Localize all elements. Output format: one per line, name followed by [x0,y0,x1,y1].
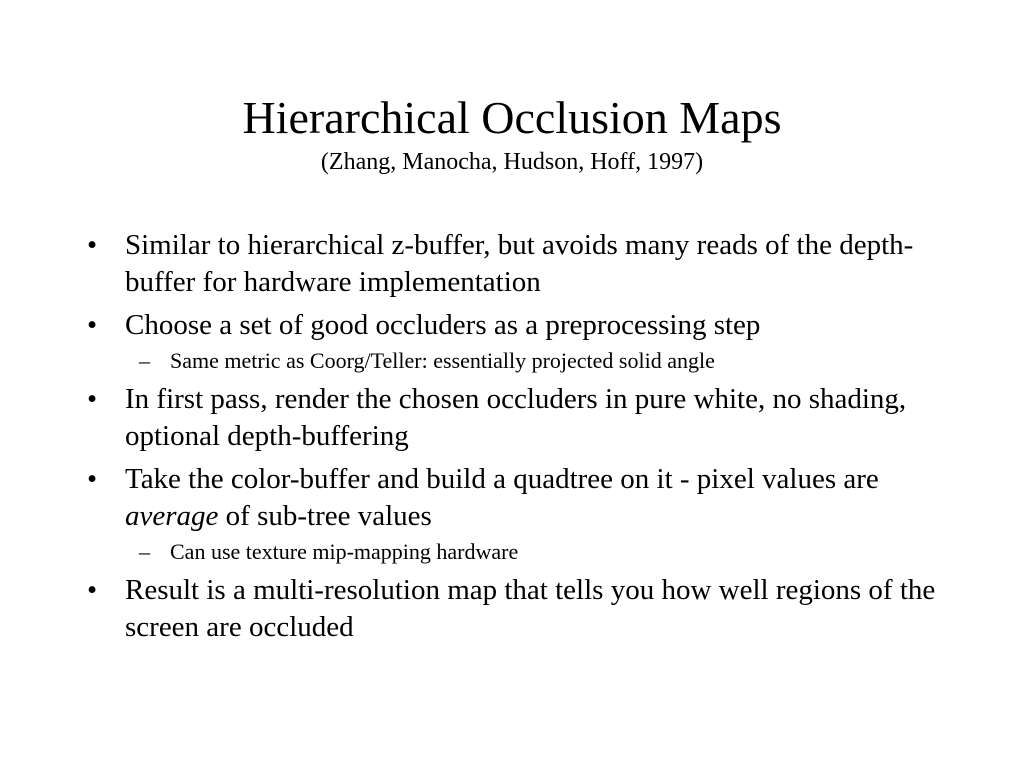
bullet-text: Similar to hierarchical z-buffer, but avoids many reads of the depth-buffer for hardware implementation [125,229,914,298]
bullet-icon: • [87,309,98,341]
bullet-text: In first pass, render the chosen occluders in pure white, no shading, optional depth-buffering [125,383,907,452]
bullet-text-emphasis: average [125,500,219,532]
dash-icon: – [139,539,150,564]
bullet-item-4 [86,461,946,535]
bullet-text: Choose a set of good occluders as a preprocessing step [125,309,761,341]
bullet-icon: • [87,383,98,415]
sub-bullet-text: Can use texture mip-mapping hardware [170,539,519,564]
bullet-icon: • [87,463,98,495]
bullet-text-after: of sub-tree values [218,500,432,532]
bullet-item-1 [86,227,946,301]
slide-subtitle: (Zhang, Manocha, Hudson, Hoff, 1997) [320,149,704,175]
sub-bullet-item-1 [86,346,946,375]
dash-icon: – [139,348,150,373]
bullet-item-5 [86,572,946,646]
bullet-text: Result is a multi-resolution map that tells you how well regions of the screen are occluded [125,574,936,643]
slide-title: Hierarchical Occlusion Maps [242,92,782,143]
bullet-icon: • [87,574,98,606]
bullet-text-before: Take the color-buffer and build a quadtree on it - pixel values are [125,463,879,495]
sub-bullet-text: Same metric as Coorg/Teller: essentially projected solid angle [170,348,715,373]
sub-bullet-item-2 [86,537,946,566]
title-block [0,88,1024,176]
bullet-item-2 [86,307,946,344]
bullet-list [86,227,946,652]
bullet-item-3 [86,381,946,455]
bullet-icon: • [87,229,98,261]
